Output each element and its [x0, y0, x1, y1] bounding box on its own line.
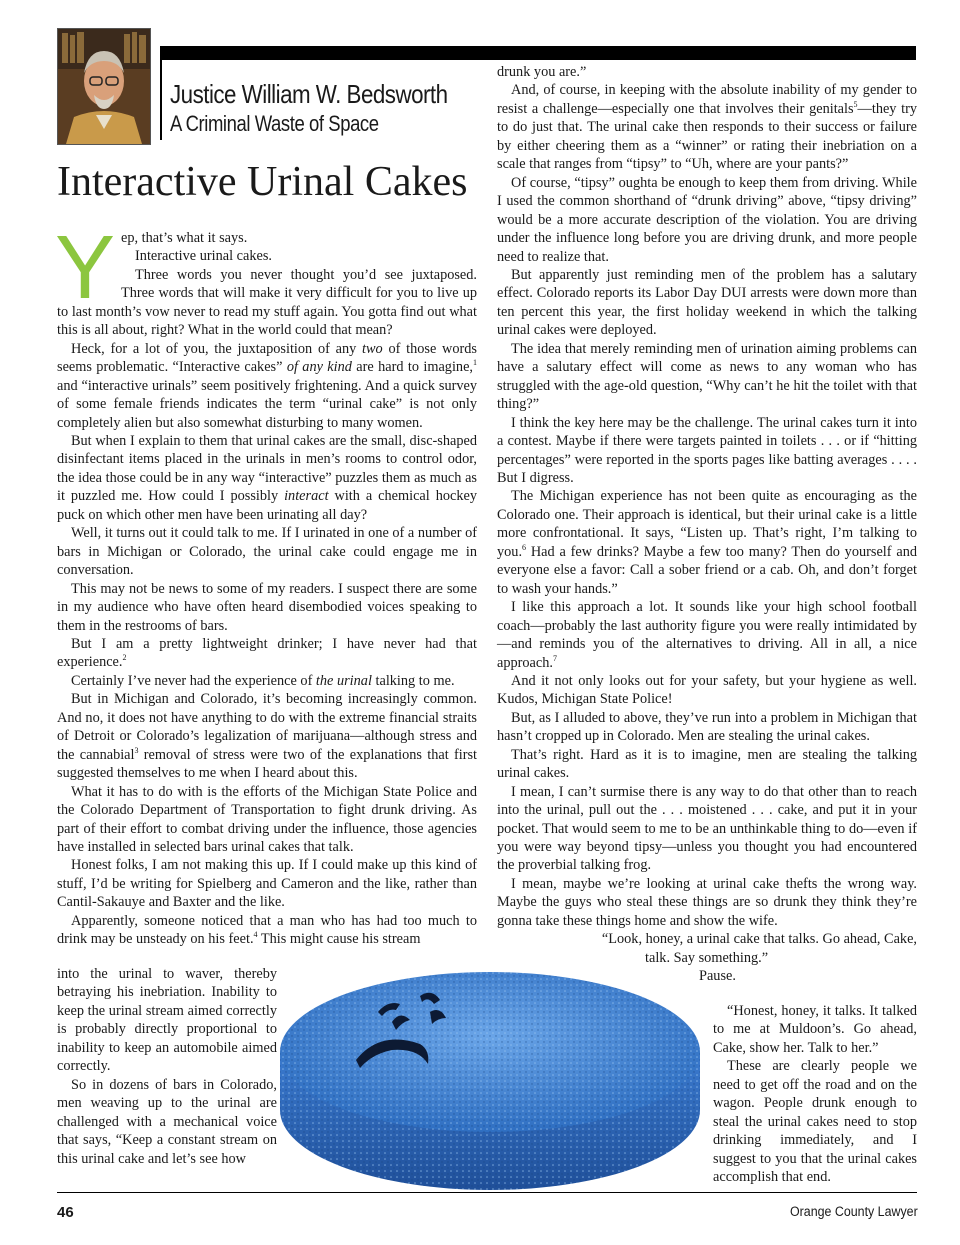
paragraph: Certainly I’ve never had the experience of the urinal talking to me.: [71, 672, 455, 689]
quote-line: “Look, honey, a urinal cake that talks. Go ahead, Cake,: [601, 931, 917, 948]
paragraph: “Honest, honey, it talks. It talked to me at Muldoon’s. Go ahead, Cake, show her. Talk to her.”: [713, 1003, 917, 1056]
paragraph: I mean, I can’t surmise there is any way to do that other than to reach into the urinal, pull out the . . . moistened . . . cake, and put it in your pocket. That would seem to me to be an unthinkable thing to do—even if you were way beyond tipsy—unless you thought you had encountered the proverbial talking frog.: [497, 783, 917, 874]
paragraph: drunk you are.”: [497, 64, 587, 80]
paragraph: But apparently just reminding men of the problem has a salutary effect. Colorado reports its Labor Day DUI arrests were down more than ten percent this year, the first holiday weekend in which the talking urinal cakes were deployed.: [497, 266, 917, 339]
paragraph: Honest folks, I am not making this up. If I could make up this kind of stuff, I’d be writing for Spielberg and Cameron and the like, rather than Cantil-Sakauye and Baxter and the like.: [57, 857, 477, 911]
paragraph: into the urinal to waver, thereby betraying his inebriation. Inability to keep the urinal stream aimed correctly is probably directly proportional to inability to keep an automobile aimed correctly.: [57, 966, 277, 1075]
footer-rule: [57, 1192, 917, 1193]
left-column: [55, 218, 477, 949]
footnote-ref: 5: [853, 100, 858, 110]
paragraph: Heck, for a lot of you, the juxtaposition of any two of those words seems problematic. “Interactive cakes” of any kind are hard to imagine,$^1$ and “interactive urinals” seem positively frightening. And a quick survey of some female friends indicates the term “urinal cake” is not only completely alien but also somewhat disturbing to many women.: [57, 340, 477, 431]
right-narrow-column: [713, 1002, 917, 1187]
quote-line: talk. Say something.”: [645, 949, 769, 966]
paragraph: The Michigan experience has not been quite as encouraging as the Colorado one. Their approach is identical, but their urinal cake is a little more confrontational. It says, “Listen up. That’s right, I’m talking to you.$^6$ Had a few drinks? Maybe a few too many? Then do yourself and everyone else a favor: Call a sober friend or a cab. Oh, and don’t forget to wash your hands.”: [497, 488, 917, 597]
footnote-ref: 2: [122, 653, 127, 663]
column-name: A Criminal Waste of Space: [170, 111, 379, 136]
article-title: Interactive Urinal Cakes: [57, 159, 468, 205]
footnote-ref: 4: [253, 930, 258, 940]
paragraph: And, of course, in keeping with the absolute inability of my gender to resist a challenge—especially one that involves their genitals$^5$—they try to do just that. The urinal cake then responds to their success or failure by either cheering them as a “winner” or rating their inebriation on a scale that ranges from “tipsy” to “Uh, where are your pants?”: [497, 82, 917, 173]
left-narrow-column: [57, 965, 277, 1168]
paragraph: I mean, maybe we’re looking at urinal cake thefts the wrong way. Maybe the guys who steal these things are so drunk they think they’re gonna take these things home and show the wife.: [497, 875, 917, 929]
author-photo: [57, 28, 151, 145]
footnote-ref: 3: [134, 745, 139, 755]
paragraph: This may not be news to some of my readers. I suspect there are some in my audience who have often heard disembodied voices speaking to them in the restrooms of bars.: [57, 580, 477, 634]
paragraph: I like this approach a lot. It sounds like your high school football coach—probably the last authority figure you were really intimidated by—and reminds you of the alternatives to driving. All in all, a nice approach.$^7$: [497, 599, 917, 671]
paragraph: What it has to do with is the efforts of the Michigan State Police and the Colorado Department of Transportation to fight drunk driving. As part of their effort to combat driving under the influence, those agencies have installed in selected bars urinal cakes that talk.: [57, 783, 477, 855]
paragraph: But when I explain to them that urinal cakes are the small, disc-shaped disinfectant items placed in the urinals in men’s rooms to control odor, the idea those could be in any way “interactive” puzzles them as much as it puzzled me. How could I possibly interact with a chemical hockey puck on which other men have been urinating all day?: [57, 432, 477, 523]
paragraph: Interactive urinal cakes.: [135, 248, 272, 265]
paragraph: And it not only looks out for your safety, but your hygiene as well. Kudos, Michigan State Police!: [497, 672, 917, 708]
footnote-ref: 1: [473, 358, 477, 368]
footnote-ref: 6: [522, 543, 527, 553]
paragraph: Well, it turns out it could talk to me. If I urinated in one of a number of bars in Michigan or Colorado, the urinal cake could engage me in conversation.: [57, 525, 477, 579]
urinal-cake-illustration: [270, 960, 710, 1192]
paragraph: That’s right. Hard as it is to imagine, men are stealing the talking urinal cakes.: [497, 746, 917, 782]
page-number: 46: [57, 1204, 74, 1221]
paragraph: Apparently, someone noticed that a man who has had too much to drink may be unsteady on his feet.$^4$ This might cause his stream: [57, 912, 477, 948]
magazine-name: Orange County Lawyer: [790, 1204, 918, 1219]
paragraph: I think the key here may be the challenge. The urinal cakes turn it into a contest. Maybe if there were targets painted in toilets . . . or if “hitting percentages” were reported in the sports pages like batting averages . . . . But I digress.: [497, 414, 917, 486]
footnote-ref: 7: [552, 653, 557, 663]
paragraph: Yep, that’s what it says.: [55, 218, 248, 318]
paragraph: Of course, “tipsy” oughta be enough to keep them from driving. While I used the common shorthand of “drunk driving” above, “tipsy driving” would be a more accurate description of the violation. You are driving under the influence long before you are driving drunk, and more people need to realize that.: [497, 174, 917, 265]
paragraph: But I am a pretty lightweight drinker; I have never had that experience.$^2$: [57, 635, 477, 671]
header-divider: [160, 60, 162, 140]
drop-cap: Y: [55, 218, 116, 318]
paragraph: But, as I alluded to above, they’ve run into a problem in Michigan that hasn’t cropped up in Colorado. Men are stealing the urinal cakes.: [497, 709, 917, 745]
paragraph: These are clearly people we need to get off the road and on the wagon. People drunk enough to steal the urinal cakes need to stop drinking immediately, and I suggest to you that the urinal cakes accomplish that end.: [713, 1058, 917, 1186]
paragraph: So in dozens of bars in Colorado, men weaving up to the urinal are challenged with a mechanical voice that says, “Keep a constant stream on this urinal cake and let’s see how: [57, 1076, 277, 1167]
paragraph: Three words you never thought you’d see juxtaposed. Three words that will make it very difficult for you to live up to last month’s vow never to read my stuff again. You gotta find out what this is all about, right? What in the world could that mean?: [57, 266, 477, 339]
header-bar: [160, 46, 916, 60]
pause-line: Pause.: [699, 968, 736, 985]
author-name: Justice William W. Bedsworth: [170, 79, 448, 109]
paragraph: The idea that merely reminding men of urination aiming problems can have a salutary effect will come as news to any woman who has struggled with the age-old question, “Why can’t he hit the toilet with that thing?”: [497, 340, 917, 413]
paragraph: But in Michigan and Colorado, it’s becoming increasingly common. And no, it does not have anything to do with the extreme financial straits of Detroit or Colorado’s legalization of marijuana—although stress and the cannabial$^3$ removal of stress were two of the explanations that first suggested themselves to me when I heard about this.: [57, 691, 477, 782]
right-column: [497, 63, 917, 986]
